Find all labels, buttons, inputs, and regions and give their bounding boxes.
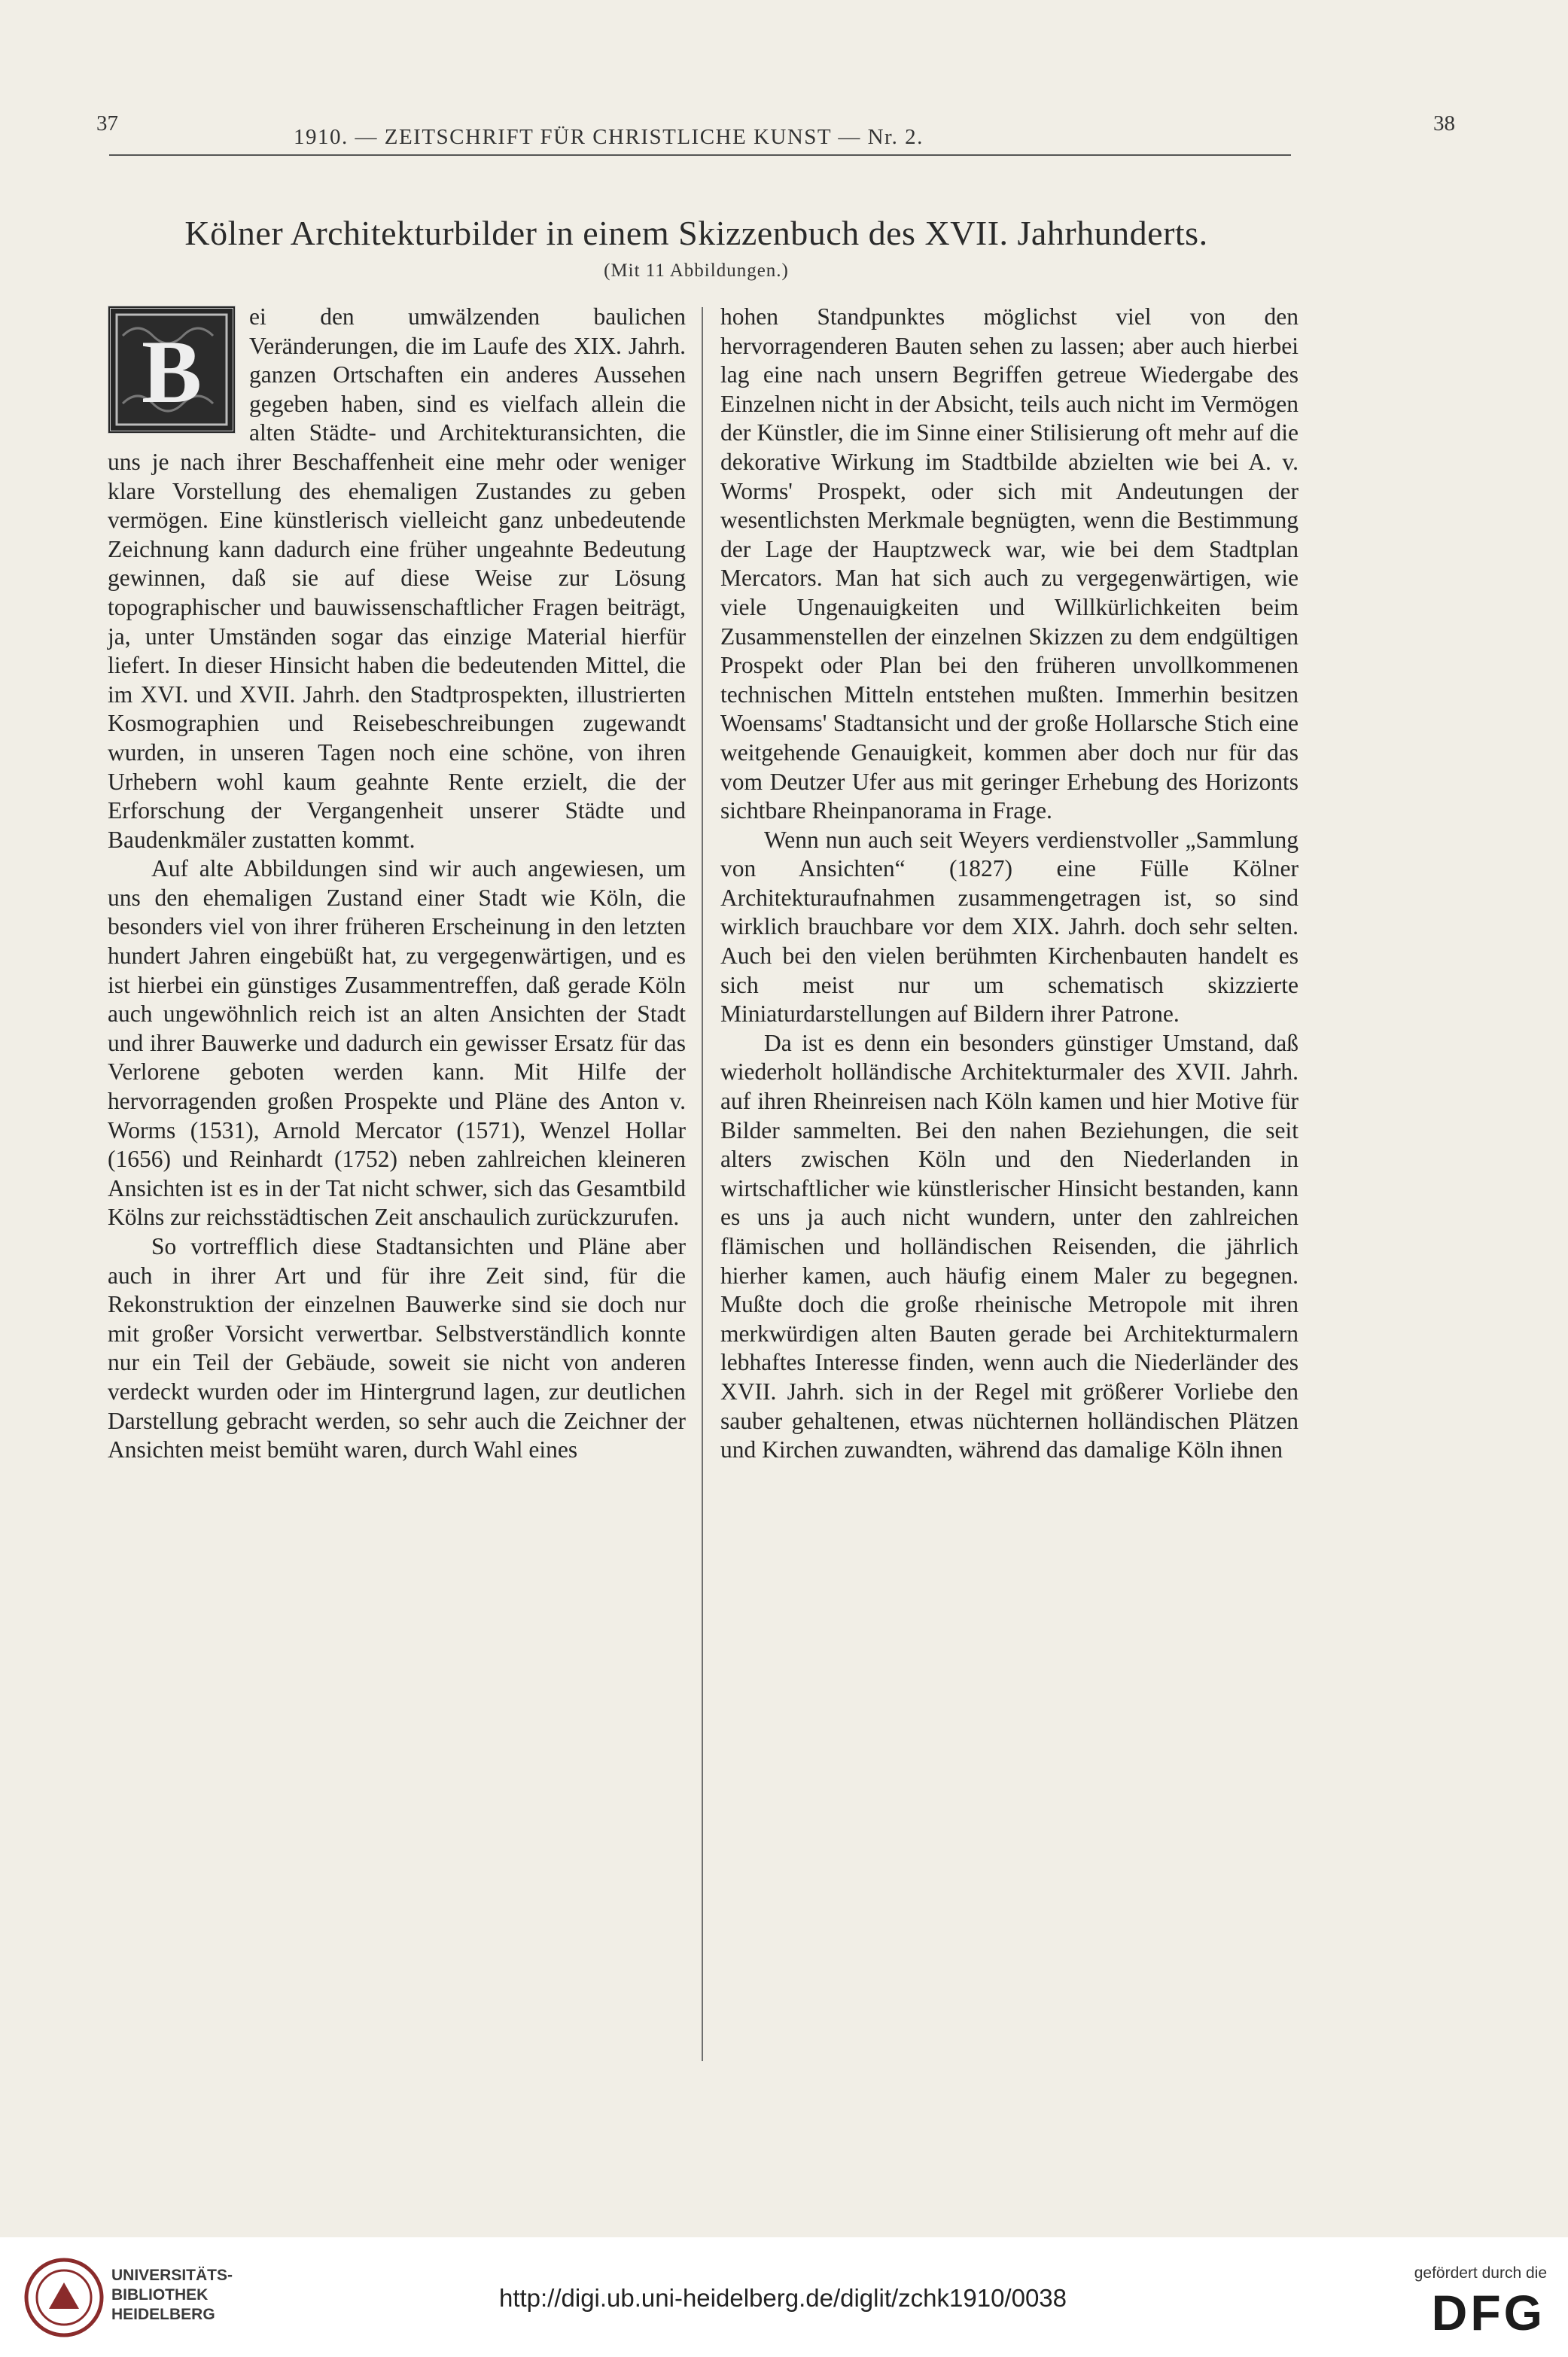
library-name-line2: BIBLIOTHEK [111,2286,209,2304]
page-number-right: 38 [1433,111,1455,136]
left-paragraph-2: Auf alte Abbildungen sind wir auch angewiesen, um uns den ehemaligen Zustand einer Stadt wie Köln, die besonders viel von ihrer früheren Erscheinung in den letzten hundert Jahren eingebüßt hat, zu vergegenwärtigen, und es ist hierbei ein günstiges Zusammentreffen, daß gerade Köln auch ungewöhnlich reich ist an alten Ansichten der Stadt und ihrer Bauwerke und dadurch ein gewisser Ersatz für das Verlorene geboten werden kann. Mit Hilfe der hervorragenden großen Prospekte und Pläne des Anton v. Worms (1531), Arnold Mercator (1571), Wenzel Hollar (1656) und Reinhardt (1752) neben zahlreichen kleineren Ansichten ist es in der Tat nicht schwer, sich das Gesamtbild Kölns zur reichsstädtischen Zeit anschaulich zurückzurufen. [108,855,686,1231]
right-paragraph-2: Wenn nun auch seit Weyers verdienstvoller „Sammlung von Ansichten“ (1827) eine Fülle Kölner Architekturaufnahmen zusammengetragen ist, so sind wirklich brauchbare vor dem XIX. Jahrh. doch sehr selten. Auch bei den vielen berühmten Kirchenbauten handelt es sich meist nur um schematisch skizzierte Miniaturdarstellungen auf Bildern ihrer Patrone. [720,826,1299,1028]
article-title: Kölner Architekturbilder in einem Skizzenbuch des XVII. Jahrhunderts. [184,214,1208,252]
right-paragraph-3: Da ist es denn ein besonders günstiger Umstand, daß wiederholt holländische Architekturmaler des XVII. Jahrh. auf ihren Rheinreisen nach Köln kamen und hier Motive für Bilder sammelten. Bei den nahen Beziehungen, die seit alters zwischen Köln und den Niederlanden in wirtschaftlicher wie künstlerischer Hinsicht bestanden, kann es uns ja auch nicht wundern, unter den zahlreichen flämischen und holländischen Reisenden, die jährlich hierher kamen, auch häufig einem Maler zu begegnen. Mußte doch die große rheinische Metropole mit ihren merkwürdigen alten Bauten gerade bei Architekturmalern lebhaftes Interesse finden, wenn auch die Niederländer des XVII. Jahrh. sich in der Regel mit größerer Vorliebe den sauber gehaltenen, etwas nüchternen holländischen Plätzen und Kirchen zuwandten, während das damalige Köln ihnen [720,1029,1299,1463]
ornamental-initial-icon [115,313,228,426]
running-header: 1910. — ZEITSCHRIFT FÜR CHRISTLICHE KUNST — Nr. 2. [294,125,924,149]
page-number-left: 37 [96,111,118,136]
right-paragraph-1: hohen Standpunktes möglichst viel von den hervorragenderen Bauten sehen zu lassen; aber auch hierbei lag eine nach unsern Begriffen getreue Wiedergabe des Einzelnen nicht in der Absicht, teils auch nicht im Vermögen der Künstler, die im Sinne einer Stilisierung oft mehr auf die dekorative Wirkung im Stadtbilde abzielten wie bei A. v. Worms' Prospekt, oder sich mit Andeutungen der wesentlichsten Merkmale begnügten, wenn die Bestimmung der Lage der Hauptzweck war, wie bei dem Stadtplan Mercators. Man hat sich auch zu vergegenwärtigen, wie viele Ungenauigkeiten und Willkürlichkeiten beim Zusammenstellen der einzelnen Skizzen zu dem endgültigen Prospekt oder Plan bei den früheren unvollkommenen technischen Mitteln entstehen mußten. Immerhin besitzen Woensams' Stadtansicht und der große Hollarsche Stich eine weitgehende Genauigkeit, kommen aber doch nur für das vom Deutzer Ufer aus mit geringer Erhebung des Horizonts sichtbare Rheinpanorama in Frage. [720,303,1299,824]
column-divider [702,307,703,2061]
footer-bar [0,2237,1568,2357]
dfg-logo: DFG [1431,2285,1545,2340]
decorated-initial [108,306,236,434]
library-name-line3: HEIDELBERG [111,2306,215,2323]
library-name [111,2266,233,2325]
article-subtitle: (Mit 11 Abbildungen.) [604,260,789,281]
funding-note: gefördert durch die [1414,2264,1547,2282]
university-seal-icon [23,2256,105,2339]
left-column [108,303,686,1465]
header-rule [109,154,1291,156]
right-column [720,303,1299,1465]
left-paragraph-3: So vortrefflich diese Stadtansichten und Pläne aber auch in ihrer Art und für ihre Zeit sind, für die Rekonstruktion der einzelnen Bauwerke sind sie doch nur mit großer Vorsicht verwertbar. Selbstverständlich konnte nur ein Teil der Gebäude, soweit sie nicht von anderen verdeckt wurden oder im Hintergrund lagen, zur deutlichen Darstellung gebracht werden, so sehr auch die Zeichner der Ansichten meist bemüht waren, durch Wahl eines [108,1233,686,1463]
library-name-line1: UNIVERSITÄTS- [111,2267,233,2284]
left-paragraph-1: ei den umwälzenden baulichen Veränderungen, die im Laufe des XIX. Jahrh. ganzen Ortschaften ein anderes Aussehen gegeben haben, sind es vielfach allein die alten Städte- und Architekturansichten, die uns je nach ihrer Beschaffenheit eine mehr oder weniger klare Vorstellung des ehemaligen Zustandes zu geben vermögen. Eine künstlerisch vielleicht ganz unbedeutende Zeichnung kann dadurch eine früher ungeahnte Bedeutung gewinnen, daß sie auf diese Weise zur Lösung topographischer und bauwissenschaftlicher Fragen beiträgt, ja, unter Umständen sogar das einzige Material hierfür liefert. In dieser Hinsicht haben die bedeutenden Mittel, die im XVI. und XVII. Jahrh. den Stadtprospekten, illustrierten Kosmographien und Reisebeschreibungen zugewandt wurden, in unseren Tagen noch eine schöne, von ihren Urhebern wohl kaum geahnte Rente erzielt, die der Erforschung der Vergangenheit unserer Städte und Baudenkmäler zustatten kommt. [108,303,686,853]
source-url-link[interactable]: http://digi.ub.uni-heidelberg.de/diglit/zchk1910/0038 [498,2284,1067,2312]
initial-letter: B [141,321,202,422]
